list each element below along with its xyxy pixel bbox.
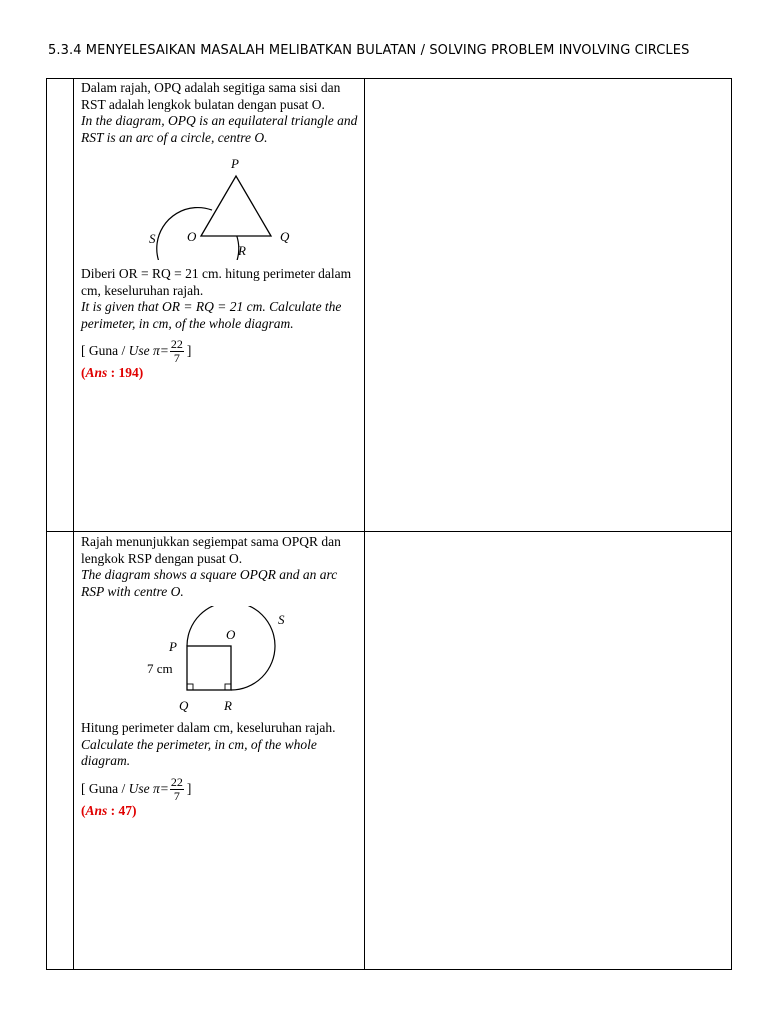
q2-square-opqr — [187, 646, 231, 690]
table-border-right — [731, 78, 732, 970]
page-heading: 5.3.4 MENYELESAIKAN MASALAH MELIBATKAN BULATAN / SOLVING PROBLEM INVOLVING CIRCLES — [48, 43, 690, 58]
q2-right-angle-q — [187, 684, 193, 690]
q2-pi-denominator: 7 — [173, 788, 180, 803]
q2-label-o: O — [226, 627, 236, 642]
q1-arc-rst — [157, 208, 239, 260]
q2-english-intro: The diagram shows a square OPQR and an arc RSP with centre O. — [81, 567, 338, 599]
table-divider-number — [73, 78, 74, 970]
q2-use-word: Use — [128, 780, 150, 796]
q2-label-p: P — [169, 639, 177, 654]
q2-square-arc-diagram — [81, 606, 361, 714]
q2-right-angle-r — [225, 684, 231, 690]
q2-pi-hint — [81, 776, 361, 803]
q1-malay-task: Diberi OR = RQ = 21 cm. hitung perimeter dalam cm, keseluruhan rajah. — [81, 266, 352, 298]
q1-label-s: S — [149, 231, 156, 246]
q1-malay-intro: Dalam rajah, OPQ adalah segitiga sama sisi dan RST adalah lengkok bulatan dengan pusat O. — [81, 80, 341, 112]
q1-pi-hint — [81, 338, 361, 365]
table-border-top — [46, 78, 732, 79]
q2-english-task: Calculate the perimeter, in cm, of the whole diagram. — [81, 736, 317, 768]
q2-answer-value: : 47) — [110, 802, 137, 818]
q1-english-task: It is given that OR = RQ = 21 cm. Calculate the perimeter, in cm, of the whole diagram. — [81, 299, 342, 331]
q2-pi-fraction — [170, 776, 184, 803]
q1-triangle-arc-diagram — [81, 152, 361, 260]
q1-english-intro: In the diagram, OPQ is an equilateral triangle and RST is an arc of a circle, centre O. — [81, 113, 358, 145]
q2-label-length: 7 cm — [147, 661, 173, 676]
q1-pi-numerator: 22 — [170, 337, 183, 351]
q2-use-prefix: [ Guna / — [81, 780, 126, 796]
q2-malay-task: Hitung perimeter dalam cm, keseluruhan rajah. — [81, 720, 336, 735]
q1-label-p: P — [231, 156, 239, 171]
q2-malay-intro: Rajah menunjukkan segiempat sama OPQR dan lengkok RSP dengan pusat O. — [81, 534, 341, 566]
q1-use-word: Use — [128, 343, 150, 359]
table-row-divider — [46, 531, 732, 532]
q1-label-o: O — [187, 229, 197, 244]
table-divider-working — [364, 78, 365, 970]
q1-label-q: Q — [280, 229, 290, 244]
question-1-cell — [81, 80, 361, 382]
q2-answer: (Ans : 47) — [81, 802, 137, 818]
table-border-bottom — [46, 969, 732, 970]
q2-label-s: S — [278, 612, 285, 627]
question-2-cell — [81, 534, 361, 819]
q1-triangle-opq — [201, 176, 271, 236]
q1-use-prefix: [ Guna / — [81, 343, 126, 359]
q2-pi-numerator: 22 — [170, 774, 183, 789]
q1-answer-value: : 194) — [110, 365, 144, 380]
q1-answer-word: Ans — [85, 365, 108, 380]
q2-label-q: Q — [179, 698, 189, 713]
q2-pi-equals: π= — [153, 780, 169, 796]
q2-label-r: R — [224, 698, 232, 713]
q2-answer-word: Ans — [85, 802, 108, 818]
q1-pi-fraction — [170, 338, 184, 365]
q1-label-r: R — [238, 243, 246, 258]
table-border-left — [46, 78, 47, 970]
q2-use-suffix: ] — [186, 780, 192, 796]
question-table — [46, 78, 732, 970]
q1-pi-equals: π= — [153, 343, 169, 359]
q1-answer: (Ans : 194) — [81, 365, 144, 380]
q1-use-suffix: ] — [186, 343, 192, 359]
q1-pi-denominator: 7 — [173, 351, 180, 365]
